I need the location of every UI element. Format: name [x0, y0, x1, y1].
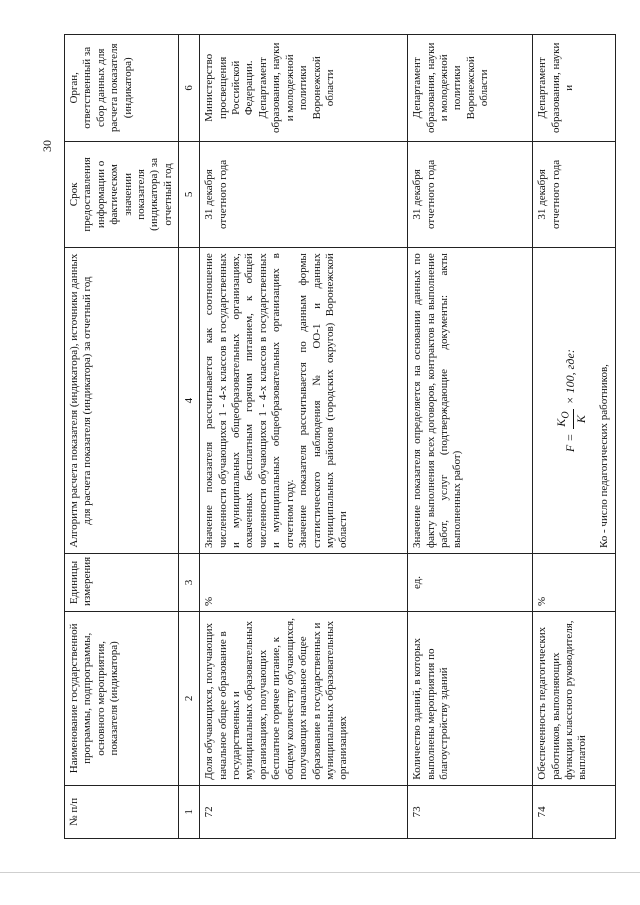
- page-bottom-rule: [0, 872, 640, 873]
- row-name: Количество зданий, в которых выполнены мероприятия по благоустройству зданий: [408, 611, 533, 785]
- column-number: 2: [179, 611, 200, 785]
- formula-numerator: K: [554, 418, 569, 427]
- row-responsible: Департамент образования, науки и молодежной политики Воронежской области: [408, 35, 533, 142]
- page-number: 30: [40, 140, 54, 152]
- row-name: Обеспеченность педагогических работников, выполняющих функции классного руководителя, выплатой: [533, 611, 616, 785]
- header-algorithm: Алгоритм расчета показателя (индикатора), источники данных для расчета показателя (индикатора) за отчетный год: [65, 248, 179, 554]
- column-number: 1: [179, 785, 200, 838]
- row-unit: %: [200, 554, 408, 612]
- indicator-table: [64, 34, 616, 839]
- header-unit: Единицы измерения: [65, 554, 179, 612]
- row-unit: ед.: [408, 554, 533, 612]
- column-number: 6: [179, 35, 200, 142]
- table-row: [200, 35, 408, 839]
- column-numbers-row: [179, 35, 200, 839]
- header-num: № п/п: [65, 785, 179, 838]
- header-name: Наименование государственной программы, подпрограммы, основного мероприятия, показателя (индикатора): [65, 611, 179, 785]
- algorithm-paragraph: Значение показателя рассчитывается по данным формы статистического наблюдения № ОО-1 и данных муниципальных районов (городских округов) Воронежской области: [297, 253, 350, 549]
- formula-denominator: K: [573, 415, 588, 424]
- formula: [536, 253, 598, 548]
- table-row: [533, 35, 616, 839]
- row-algorithm: [200, 248, 408, 554]
- row-algorithm: [533, 248, 616, 554]
- table-row: [408, 35, 533, 839]
- header-deadline: Срок предоставления информации о фактическом значении показателя (индикатора) за отчетный год: [65, 141, 179, 248]
- row-num: 73: [408, 785, 533, 838]
- formula-lhs: F =: [563, 433, 578, 453]
- formula-numerator-sub: O: [560, 411, 572, 419]
- algorithm-paragraph: Значение показателя рассчитывается как соотношение численности обучающихся 1 - 4-х классов в государственных и муниципальных общеобразовательных организациях, охваченных бесплатным горячим питанием, к общей численности обучающихся 1 - 4-х классов в государственных и муниципальных общеобразовательных организациях в отчетном году.: [203, 253, 296, 549]
- algorithm-paragraph: Ко - число педагогических работников,: [598, 364, 611, 549]
- row-deadline: 31 декабря отчетного года: [200, 141, 408, 248]
- row-num: 72: [200, 785, 408, 838]
- header-responsible: Орган, ответственный за сбор данных для расчета показателя (индикатора): [65, 35, 179, 142]
- row-deadline: 31 декабря отчетного года: [408, 141, 533, 248]
- column-number: 4: [179, 248, 200, 554]
- row-num: 74: [533, 785, 616, 838]
- header-row: [65, 35, 179, 839]
- row-responsible: Департамент образования, науки и: [533, 35, 616, 142]
- row-algorithm: Значение показателя определяется на основании данных по факту выполнения всех договоров, контрактов на выполнение работ, услуг (подтверждающие документы: акты выполненных работ): [408, 248, 533, 554]
- column-number: 5: [179, 141, 200, 248]
- row-name: Доля обучающихся, получающих начальное общее образование в государственных и муниципальных образовательных организациях, получающих бесплатное горячее питание, к общему количеству обучающихся, получающих начальное общее образование в государственных и муниципальных образовательных организациях: [200, 611, 408, 785]
- formula-rhs: × 100, где:: [563, 349, 578, 405]
- row-deadline: 31 декабря отчетного года: [533, 141, 616, 248]
- row-responsible: Министерство просвещения Российской Федерации. Департамент образования, науки и молодежной политики Воронежской области: [200, 35, 408, 142]
- formula-fraction: [554, 409, 588, 428]
- row-unit: %: [533, 554, 616, 612]
- column-number: 3: [179, 554, 200, 612]
- rotated-table-wrapper: [64, 34, 616, 839]
